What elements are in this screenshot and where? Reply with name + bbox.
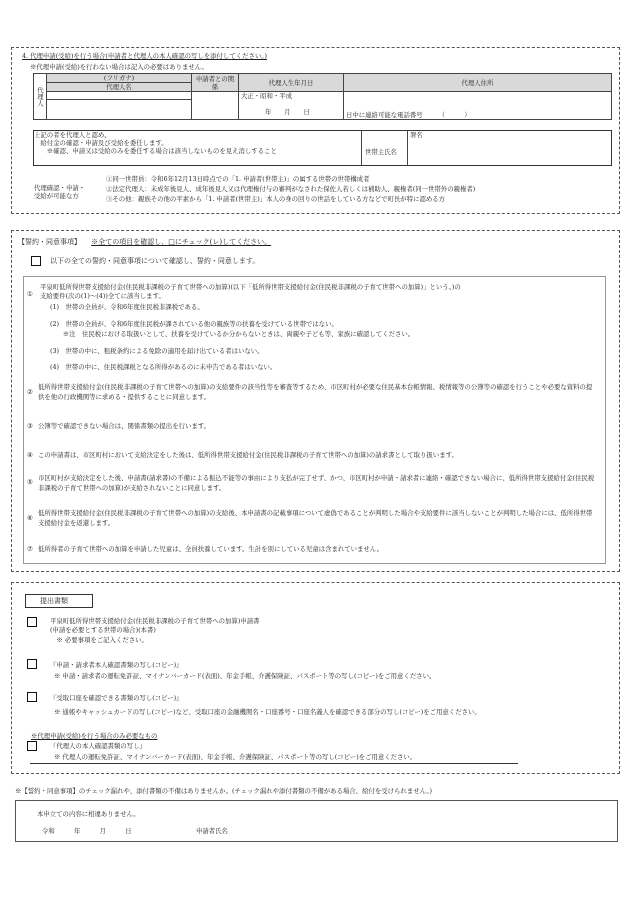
item-1-marker: ① [27, 290, 33, 298]
dob-col: 代理人生年月日 [239, 74, 344, 92]
doc-2-line-2: ※ 申請・請求者の運転免許証、マイナンバーカード(表面)、年金手帳、介護保険証、パスポート等の写し(コピー)をご用意ください。 [54, 672, 436, 680]
doc-proxy-line-1: 『代理人の本人確認書類の写し』 [50, 742, 146, 750]
docs-proxy-underline [30, 763, 518, 764]
householder-divider [361, 130, 362, 166]
proxy-side-label: 代理人 [36, 86, 44, 107]
qualify-item-3: ③その他：親族その他の平素から「1. 申請者(世帯主)」本人の身の回りの世話をしている方などで町長が特に認める方 [106, 195, 446, 203]
consent-text: 上記の者を代理人と認め、 給付金の確認・申請及び受給を委任します。 ※確認、申請又は受給のみを委任する場合は該当しないものを見え消しすること [34, 131, 277, 155]
dob-ymd: 年 月 日 [265, 108, 310, 116]
signature-field[interactable] [408, 140, 611, 165]
qualify-item-2: ②法定代理人：未成年後見人、成年後見人又は代理権付与の審判がなされた保佐人若しくは補助人、親権者(同一世帯外の親権者) [106, 185, 476, 193]
footer-warning: ※【誓約・同意事項】のチェック漏れや、添付書類の不備はありませんか。(チェック漏れや添付書類の不備がある場合、給付を受けられません。) [15, 787, 433, 795]
doc-1-checkbox[interactable] [27, 617, 37, 627]
furigana-label: (フリガナ) [47, 74, 192, 83]
applicant-signature-field[interactable] [240, 823, 600, 837]
item-6-text: 低所得世帯支援給付金(住民税非課税の子育て世帯への加算)の支給後、本申請書の記載事項について虚偽であることが判明した場合や支給要件に該当しないことが判明した場合には、低所得世帯支援給付金を返還します。 [38, 509, 593, 527]
item-6-marker: ⑥ [27, 514, 33, 522]
address-field[interactable] [344, 92, 612, 120]
item-5-text: 市区町村が支給決定をした後、申請書(請求書)の不備による振込不能等の事由により支払が完了せず、かつ、市区町村が申請・請求者に連絡・確認できない場合に、低所得世帯支援給付金(住民税非課税の子育て世帯への加算)が支給されないことに同意します。 [38, 474, 595, 492]
item-2-marker: ② [27, 388, 33, 396]
relation-col: 申請者との関係 [192, 74, 239, 92]
pledge-heading-line [18, 238, 271, 247]
item-3-marker: ③ [27, 422, 33, 430]
sub-item-2: (2) 世帯の全員が、令和6年度住民税が課されている他の親族等の扶養を受けている世帯ではない。 [50, 320, 338, 328]
dob-field[interactable] [239, 92, 344, 120]
qualify-item-1: ①同一世帯員：令和6年12月13日時点での「1. 申請者(世帯主)」の属する世帯の世帯構成者 [106, 175, 370, 183]
item-2-text: 低所得世帯支援給付金(住民税非課税の子育て世帯への加算)の支給要件の該当性等を審査等するため、市区町村が必要な住民基本台帳情報、税情報等の公簿等の確認を行うことや必要な資料の提供を他の行政機関等に求める・提供することに同意します。 [38, 383, 593, 401]
agree-all-checkbox[interactable] [31, 256, 41, 266]
doc-2-checkbox[interactable] [27, 659, 37, 669]
item-3-text: 公簿等で確認できない場合は、関係書類の提出を行います。 [38, 422, 211, 430]
applicant-label: 申請者氏名 [196, 827, 228, 835]
relation-field[interactable] [192, 92, 239, 120]
address-col: 代理人住所 [344, 74, 612, 92]
sub-item-1: (1) 世帯の全員が、令和6年度住民税非課税である。 [50, 303, 204, 311]
householder-label: 世帯主氏名 [365, 148, 397, 156]
docs-proxy-note: ※代理申請(受給)を行う場合のみ必要なもの [31, 732, 158, 740]
confirm-text: 本申立ての内容に相違ありません。 [37, 810, 140, 818]
proxy-table [33, 73, 612, 120]
era-options: 大正・昭和・平成 [241, 92, 293, 100]
doc-proxy-checkbox[interactable] [27, 741, 37, 751]
item-5-marker: ⑤ [27, 478, 33, 486]
pledge-instruction: ※全ての項目を確認し、□にチェック(レ)してください。 [91, 238, 272, 246]
name-col: 代理人名 [47, 83, 192, 92]
date-line: 令和 年 月 日 [42, 827, 132, 835]
item-4-text: この申請書は、市区町村において支給決定をした後は、低所得世帯支援給付金(住民税非課税の子育て世帯への加算)の請求書として取り扱います。 [38, 451, 458, 459]
doc-1-line-1: 平泉町低所得世帯支援給付金(住民税非課税の子育て世帯への加算)申請書 [50, 617, 260, 625]
doc-1-line-3: ※ 必要事項をご記入ください。 [50, 636, 148, 644]
furigana-field[interactable] [47, 92, 192, 100]
sub-item-2-note: ※注 住民税における取扱いとして、扶養を受けているか分からないときは、両親や子ども等、家族に確認してください。 [50, 330, 415, 338]
qualify-label: 代理確認・申請・ 受給が可能な方 [34, 184, 86, 200]
pledge-heading: 【誓約・同意事項】 [18, 238, 81, 246]
proxy-name-field[interactable] [47, 100, 192, 120]
doc-3-line-2: ※ 通帳やキャッシュカードの写し(コピー)など、受取口座の金融機関名・口座番号・口座名義人を確認できる部分の写し(コピー)をご用意ください。 [54, 708, 481, 716]
item-7-marker: ⑦ [27, 545, 33, 553]
proxy-note: ※代理申請(受給)を行わない場合は記入の必要はありません。 [30, 63, 208, 71]
doc-2-line-1: 『申請・請求者本人確認書類の写し(コピー)』 [50, 661, 183, 669]
sub-item-4: (4) 世帯の中に、住民税課税となる所得があるのに未申告である者はいない。 [50, 363, 277, 371]
doc-1-line-2: (申請を必要とする世帯の場合)(本書) [50, 626, 156, 634]
item-7-text: 低所得者の子育て世帯への加算を申請した児童は、全員扶養しています。生計を別にしている児童は含まれていません。 [38, 545, 383, 553]
doc-3-checkbox[interactable] [27, 692, 37, 702]
item-1-line-1: 平泉町低所得世帯支援給付金(住民税非課税の子育て世帯への加算)(以下「低所得世帯支援給付金(住民税非課税の子育て世帯への加算)」という。)の [40, 283, 461, 291]
signature-label: 署名 [410, 131, 423, 139]
proxy-heading: 4. 代理申請(受給)を行う場合(申請者と代理人の本人確認の写しを添付してください。) [22, 52, 267, 60]
docs-tab-label: 提出書類 [40, 597, 68, 605]
doc-3-line-1: 『受取口座を確認できる書類の写し(コピー)』 [50, 694, 183, 702]
item-4-marker: ④ [27, 451, 33, 459]
sub-item-3: (3) 世帯の中に、租税条約による免除の適用を届け出ている者はいない。 [50, 347, 264, 355]
phone-label: 日中に連絡可能な電話番号 （ ） [346, 111, 471, 119]
item-1-line-2: 支給要件(次の(1)～(4))全てに該当します。 [40, 292, 165, 300]
doc-proxy-line-2: ※ 代理人の運転免許証、マイナンバーカード(表面)、年金手帳、介護保険証、パスポート等の写し(コピー)をご用意ください。 [54, 753, 417, 761]
docs-tab [25, 594, 93, 608]
agree-all-label: 以下の全ての誓約・同意事項について確認し、誓約・同意します。 [50, 257, 260, 265]
